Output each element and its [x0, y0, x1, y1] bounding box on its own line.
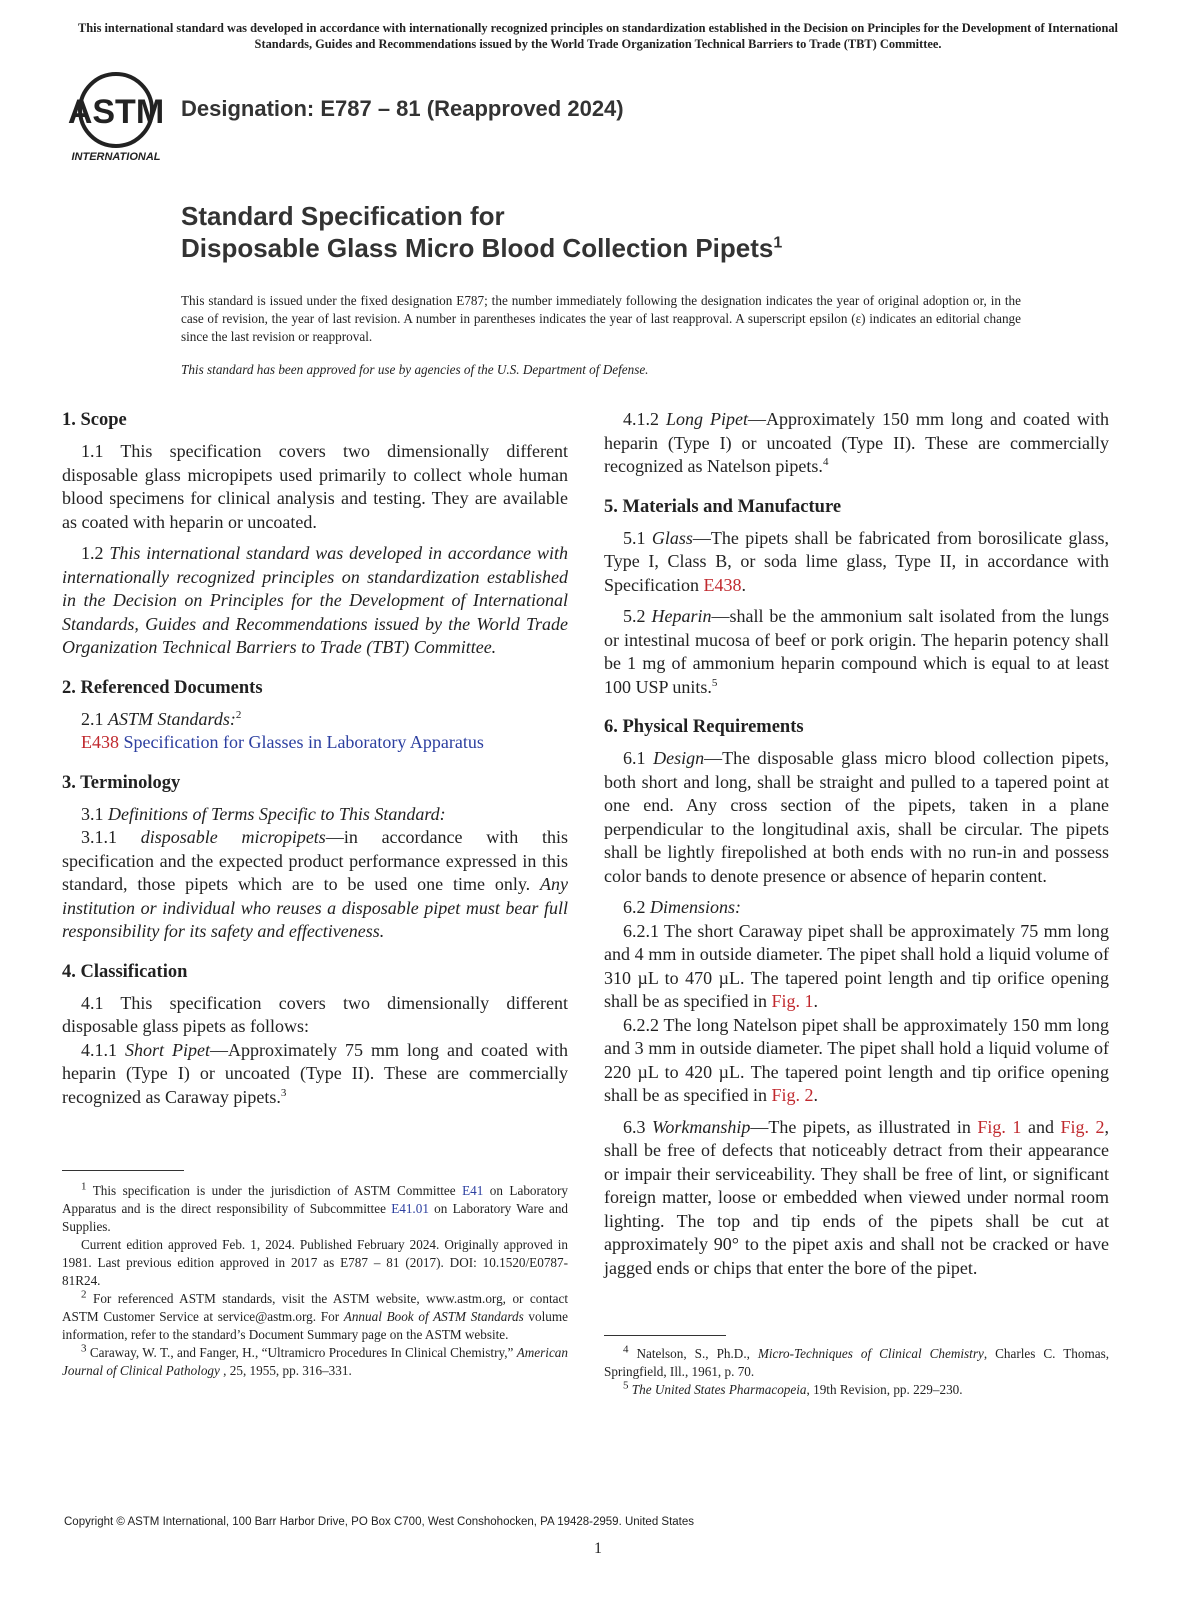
tbt-notice: This international standard was developed in accordance with internationally recognized principles on standardization established in the Decision on Principles for the Development of International Standards, Guides and Recommendations issued by the World Trade Organization Technical Barriers to Trade (TBT) Committee.: [77, 21, 1119, 51]
section-heading-referenced-documents: 2. Referenced Documents: [62, 677, 263, 698]
issue-statement: This standard is issued under the fixed designation E787; the number immediately following the designation indicates the year of original adoption or, in the case of revision, the year of last revision. A number in parentheses indicates the year of last reapproval. A superscript epsilon (ε) indicates an editorial change since the last revision or reapproval.: [181, 293, 1021, 344]
paragraph-6-2-1: 6.2.1 The short Caraway pipet shall be approximately 75 mm long and 4 mm in outside diameter. The pipet shall hold a liquid volume of 310 µL to 470 µL. The tapered point length and tip orifice opening shall be as specified in Fig. 1.: [604, 920, 1109, 1011]
footnote-2: $^2$ For referenced ASTM standards, visit the ASTM website, www.astm.org, or contact ASTM Customer Service at service@astm.org. For Annual Book of ASTM Standards volume information, refer to the standard’s Document Summary page on the ASTM website.: [62, 1288, 568, 1342]
left-footnotes: [62, 1182, 568, 1380]
section-heading-physical-requirements: 6. Physical Requirements: [604, 717, 804, 737]
paragraph-4-1-1: 4.1.1 Short Pipet—Approximately 75 mm long and coated with heparin (Type I) or uncoated (Type II). These are commercially recognized as Caraway pipets.$^3$: [62, 1039, 568, 1107]
fig-1-link[interactable]: Fig. 1: [771, 991, 814, 1011]
spec-e438-link[interactable]: E438: [703, 574, 742, 595]
paragraph-5-1: 5.1 Glass—The pipets shall be fabricated from borosilicate glass, Type I, Class B, or soda lime glass, Type II, in accordance with Specification E438.: [604, 527, 1109, 595]
paragraph-3-1-1: 3.1.1 disposable micropipets—in accordance with this specification and the expected product performance expressed in this standard, those pipets which are to be used one time only. Any institution or individual who reuses a disposable pipet must bear full responsibility for its safety and effectiveness.: [62, 827, 568, 941]
footnote-1-edition: Current edition approved Feb. 1, 2024. Published February 2024. Originally approved in 1981. Last previous edition approved in 2017 as E787 – 81 (2017). DOI: 10.1520/E0787-81R24.: [62, 1237, 568, 1288]
fig-2-link[interactable]: Fig. 2: [1060, 1116, 1105, 1137]
page-number: 1: [594, 1540, 602, 1557]
title-footnote-ref[interactable]: 1: [773, 234, 783, 252]
left-footnote-rule: [62, 1170, 184, 1171]
right-footnote-rule: [604, 1335, 726, 1336]
paragraph-4-1: 4.1 This specification covers two dimensionally different disposable glass pipets as follows:: [62, 992, 568, 1036]
fig-1-link[interactable]: Fig. 1: [977, 1116, 1022, 1137]
footnote-3: $^3$ Caraway, W. T., and Fanger, H., “Ultramicro Procedures In Clinical Chemistry,” American Journal of Clinical Pathology , 25, 1955, pp. 316–331.: [62, 1342, 568, 1378]
reference-code-link[interactable]: E438: [81, 732, 119, 752]
paragraph-2-1: 2.1 ASTM Standards:$^2$: [81, 708, 242, 729]
dod-approval: This standard has been approved for use by agencies of the U.S. Department of Defense.: [181, 362, 649, 377]
right-footnotes: [604, 1345, 1109, 1399]
paragraph-4-1-2: 4.1.2 Long Pipet—Approximately 150 mm long and coated with heparin (Type I) or uncoated (Type II). These are commercially recognized as Natelson pipets.$^4$: [604, 409, 1110, 476]
reference-e438[interactable]: [62, 731, 568, 755]
subcommittee-e41-01-link[interactable]: E41.01: [391, 1201, 429, 1216]
paragraph-6-2: 6.2 Dimensions:: [623, 897, 741, 917]
footnote-4: $^4$ Natelson, S., Ph.D., Micro-Techniques of Clinical Chemistry, Charles C. Thomas, Springfield, Ill., 1961, p. 70.: [604, 1343, 1110, 1379]
section-heading-classification: 4. Classification: [62, 961, 188, 982]
paragraph-6-1: 6.1 Design—The disposable glass micro blood collection pipets, both short and long, shall be straight and pulled to a tapered point at one end. Any cross section of the pipets, taken in a plane perpendicular to the longitudinal axis, shall be circular. The pipets shall be lightly firepolished at both ends with no run-in and possess color bands to denote presence or absence of heparin content.: [604, 748, 1110, 886]
title-line-1: Standard Specification for: [181, 201, 505, 231]
copyright-line: Copyright © ASTM International, 100 Barr Harbor Drive, PO Box C700, West Conshohocken, PA 19428-2959. United States: [64, 1516, 695, 1528]
astm-logo: [64, 70, 168, 164]
section-heading-terminology: 3. Terminology: [62, 772, 181, 793]
left-column: [62, 408, 568, 1109]
document-title: [181, 200, 782, 264]
fig-2-link[interactable]: Fig. 2: [771, 1085, 814, 1105]
right-column: [604, 408, 1109, 1288]
astm-logo-icon: [64, 70, 168, 164]
paragraph-6-2-2: 6.2.2 The long Natelson pipet shall be approximately 150 mm long and 3 mm in outside diameter. The pipet shall hold a liquid volume of 220 µL to 420 µL. The tapered point length and tip orifice opening shall be as specified in Fig. 2.: [604, 1014, 1109, 1105]
designation: Designation: E787 – 81 (Reapproved 2024): [181, 96, 624, 121]
paragraph-6-3: 6.3 Workmanship—The pipets, as illustrated in Fig. 1 and Fig. 2, shall be free of defects that noticeably detract from their appearance or impair their serviceability. They shall be free of lint, or significant foreign matter, loose or embedded when viewed under normal room lighting. The top and tip ends of the pipets shall be cut at approximately 90° to the pipet axis and shall not be cracked or have jagged ends or chips that enter the bore of the pipet.: [604, 1116, 1109, 1278]
footnote-1: $^1$ This specification is under the jurisdiction of ASTM Committee E41 on Laboratory Apparatus and is the direct responsibility of Subcommittee E41.01 on Laboratory Ware and Supplies.: [62, 1180, 569, 1234]
paragraph-1-1: 1.1 This specification covers two dimensionally different disposable glass micropipets used primarily to collect whole human blood specimens for clinical analysis and testing. They are available as coated with heparin or uncoated.: [62, 441, 568, 532]
logo-caption: INTERNATIONAL: [71, 151, 161, 163]
committee-e41-link[interactable]: E41: [462, 1183, 484, 1198]
paragraph-5-2: 5.2 Heparin—shall be the ammonium salt isolated from the lungs or intestinal mucosa of beef or pork origin. The heparin potency shall be 1 mg of ammonium heparin compound which is equal to at least 100 USP units.$^5$: [604, 606, 1110, 697]
section-heading-materials: 5. Materials and Manufacture: [604, 496, 842, 517]
footnote-5: $^5$ The United States Pharmacopeia, 19th Revision, pp. 229–230.: [623, 1379, 963, 1397]
title-line-2: Disposable Glass Micro Blood Collection Pipets$^1$: [181, 233, 783, 263]
section-heading-scope: 1. Scope: [62, 410, 127, 430]
paragraph-1-2: 1.2 This international standard was developed in accordance with internationally recognized principles on standardization established in the Decision on Principles for the Development of International Standards, Guides and Recommendations issued by the World Trade Organization Technical Barriers to Trade (TBT) Committee.: [62, 543, 568, 657]
reference-title-link[interactable]: Specification for Glasses in Laboratory Apparatus: [123, 732, 484, 752]
paragraph-3-1: 3.1 Definitions of Terms Specific to This Standard:: [81, 803, 446, 824]
logo-wordmark: ASTM: [67, 93, 165, 131]
